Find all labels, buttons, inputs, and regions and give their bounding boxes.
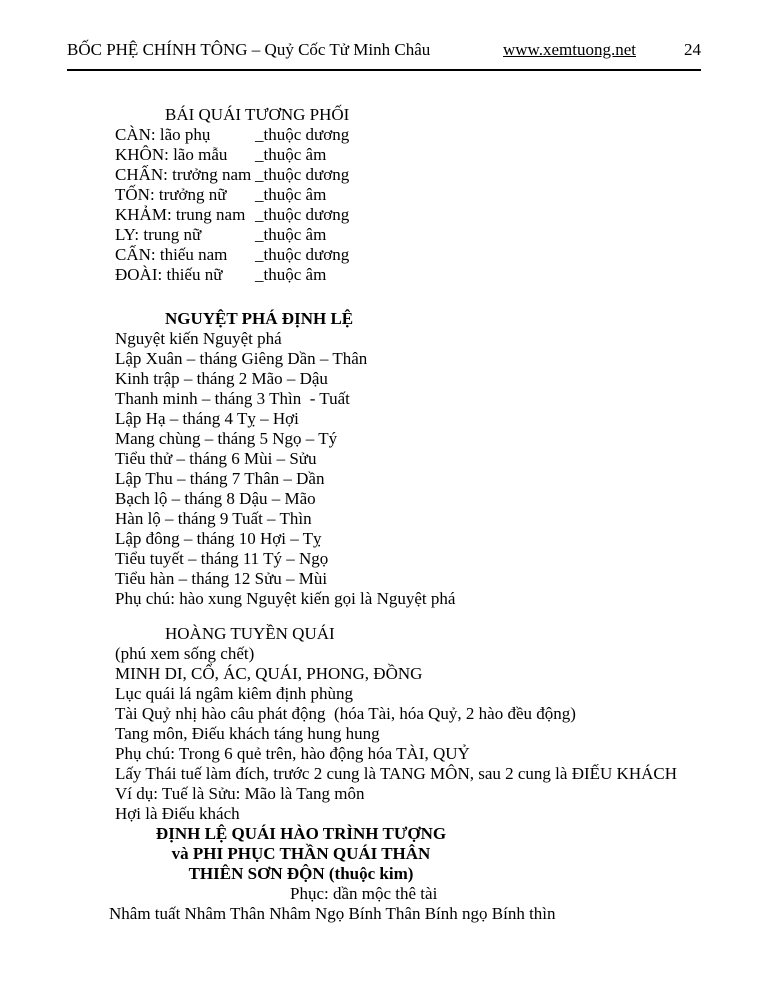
page-header	[67, 40, 701, 71]
trigram-name: CÀN: lão phụ	[115, 125, 211, 144]
section-title-line-1: ĐỊNH LỆ QUÁI HÀO TRÌNH TƯỢNG	[155, 824, 447, 843]
bat-quai-row	[115, 205, 725, 225]
bat-quai-row	[115, 145, 725, 165]
bat-quai-row	[115, 185, 725, 205]
text-line: Lập Thu – tháng 7 Thân – Dần	[115, 469, 325, 488]
text-line: (phú xem sống chết)	[115, 644, 255, 663]
trigram-polarity: _thuộc dương	[255, 245, 350, 264]
section-hoang-tuyen-quai	[115, 624, 725, 824]
trigram-name: ĐOÀI: thiếu nữ	[115, 265, 223, 284]
text-line: Ví dụ: Tuế là Sửu: Mão là Tang môn	[115, 784, 365, 803]
section-title: HOÀNG TUYỀN QUÁI	[165, 624, 335, 643]
text-line: Lục quái lá ngâm kiêm định phùng	[115, 684, 353, 703]
page-number: 24	[684, 40, 701, 59]
text-line: Tiểu hàn – tháng 12 Sửu – Mùi	[115, 569, 328, 588]
text-line: Tiểu tuyết – tháng 11 Tý – Ngọ	[115, 549, 329, 568]
text-line: Lập Xuân – tháng Giêng Dần – Thân	[115, 349, 368, 368]
trigram-name: KHẢM: trung nam	[115, 205, 246, 224]
text-line: Nguyệt kiến Nguyệt phá	[115, 329, 282, 348]
nham-tuat-line: Nhâm tuất Nhâm Thân Nhâm Ngọ Bính Thân Bính ngọ Bính thìn	[109, 904, 556, 923]
section-title: BÁI QUÁI TƯƠNG PHỐI	[165, 105, 350, 124]
text-line: Lấy Thái tuế làm đích, trước 2 cung là TANG MÔN, sau 2 cung là ĐIẾU KHÁCH	[115, 764, 677, 783]
text-line: Hợi là Điếu khách	[115, 804, 240, 823]
text-line: Tài Quỷ nhị hào câu phát động (hóa Tài, hóa Quỷ, 2 hào đều động)	[115, 704, 576, 723]
bat-quai-row	[115, 265, 725, 285]
text-line: Phụ chú: hào xung Nguyệt kiến gọi là Nguyệt phá	[115, 589, 456, 608]
trigram-polarity: _thuộc âm	[255, 185, 327, 204]
bold-title-block	[115, 824, 487, 884]
trigram-polarity: _thuộc âm	[255, 145, 327, 164]
hoang-tuyen-list	[115, 644, 725, 824]
trigram-name: LY: trung nữ	[115, 225, 202, 244]
section-title-line-2: và PHI PHỤC THẦN QUÁI THÂN	[171, 844, 431, 863]
bat-quai-list	[115, 125, 725, 285]
trigram-name: TỐN: trưởng nữ	[115, 185, 227, 204]
text-line: Bạch lộ – tháng 8 Dậu – Mão	[115, 489, 316, 508]
bat-quai-row	[115, 225, 725, 245]
website-link[interactable]: www.xemtuong.net	[503, 40, 636, 59]
trigram-polarity: _thuộc dương	[255, 205, 350, 224]
section-nguyet-pha-dinh-le	[115, 309, 725, 609]
text-line: MINH DI, CỔ, ÁC, QUÁI, PHONG, ĐỒNG	[115, 664, 423, 683]
trigram-polarity: _thuộc dương	[255, 125, 350, 144]
document-title: BỐC PHỆ CHÍNH TÔNG – Quỷ Cốc Tử Minh Châu	[67, 40, 431, 59]
section-title-line-3: THIÊN SƠN ĐỘN (thuộc kim)	[188, 864, 414, 883]
bat-quai-row	[115, 165, 725, 185]
text-line: Tang môn, Điếu khách táng hung hung	[115, 724, 380, 743]
text-line: Phụ chú: Trong 6 quẻ trên, hào động hóa TÀI, QUỶ	[115, 744, 470, 763]
text-line: Kinh trập – tháng 2 Mão – Dậu	[115, 369, 328, 388]
trigram-name: CẤN: thiếu nam	[115, 245, 228, 264]
trigram-name: KHÔN: lão mẫu	[115, 145, 228, 164]
section-bat-quai-tuong-phoi	[115, 105, 725, 285]
bat-quai-row	[115, 125, 725, 145]
trigram-polarity: _thuộc âm	[255, 265, 327, 284]
phuc-line: Phục: dần mộc thê tài	[290, 884, 438, 903]
trigram-name: CHẤN: trưởng nam	[115, 165, 252, 184]
text-line: Lập đông – tháng 10 Hợi – Tỵ	[115, 529, 322, 548]
trigram-polarity: _thuộc dương	[255, 165, 350, 184]
text-line: Lập Hạ – tháng 4 Tỵ – Hợi	[115, 409, 299, 428]
nguyet-pha-list	[115, 329, 725, 609]
text-line: Hàn lộ – tháng 9 Tuất – Thìn	[115, 509, 312, 528]
text-line: Tiểu thử – tháng 6 Mùi – Sửu	[115, 449, 317, 468]
document-body	[109, 94, 725, 924]
text-line: Mang chùng – tháng 5 Ngọ – Tý	[115, 429, 338, 448]
section-title: NGUYỆT PHÁ ĐỊNH LỆ	[165, 309, 354, 328]
trigram-polarity: _thuộc âm	[255, 225, 327, 244]
section-dinh-le-quai-hao	[109, 824, 725, 924]
text-line: Thanh minh – tháng 3 Thìn - Tuất	[115, 389, 350, 408]
bat-quai-row	[115, 245, 725, 265]
